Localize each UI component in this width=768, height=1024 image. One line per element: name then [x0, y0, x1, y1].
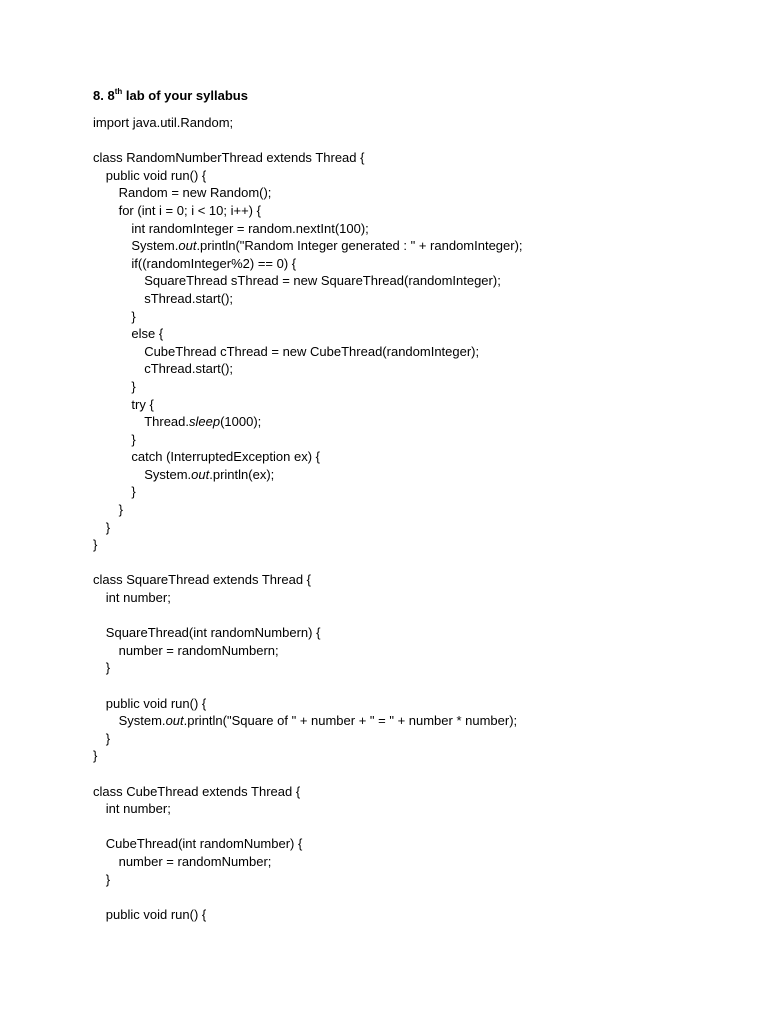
code-token: int number;	[105, 590, 171, 606]
code-token: }	[131, 378, 136, 394]
heading-number: 8.	[93, 88, 108, 103]
code-token: }	[105, 730, 111, 746]
code-line	[93, 114, 523, 132]
code-token: Thread.	[144, 414, 189, 430]
code-token: class CubeThread extends Thread {	[93, 783, 301, 799]
heading-text: lab of your syllabus	[122, 88, 248, 103]
code-token: public void run() {	[105, 695, 207, 711]
code-line	[93, 818, 523, 836]
code-line	[93, 483, 523, 501]
code-token: .println("Random Integer generated : " + randomInteger);	[196, 238, 523, 254]
code-token: System.	[131, 238, 179, 254]
code-token: int number;	[105, 801, 171, 817]
code-token: }	[93, 537, 98, 553]
code-token: public void run() {	[105, 167, 207, 183]
code-line	[93, 272, 523, 290]
code-line	[93, 607, 523, 625]
code-line	[93, 501, 523, 519]
code-line	[93, 308, 523, 326]
code-token: sThread.start();	[144, 290, 234, 306]
code-token: CubeThread cThread = new CubeThread(randomInteger);	[144, 343, 480, 359]
code-token: }	[105, 871, 111, 887]
code-line	[93, 290, 523, 308]
code-token: }	[118, 502, 123, 518]
code-token: }	[105, 519, 111, 535]
code-token: else {	[131, 326, 164, 342]
code-token: class SquareThread extends Thread {	[93, 572, 312, 588]
code-token: cThread.start();	[144, 361, 234, 377]
code-token: if((randomInteger%2) == 0) {	[131, 255, 297, 271]
code-token: class RandomNumberThread extends Thread {	[93, 150, 365, 166]
code-token: int randomInteger = random.nextInt(100);	[131, 220, 369, 236]
code-line	[93, 184, 523, 202]
code-line	[93, 712, 523, 730]
code-token: try {	[131, 396, 154, 412]
code-line	[93, 343, 523, 361]
code-token: }	[131, 431, 136, 447]
code-line	[93, 466, 523, 484]
code-line	[93, 237, 523, 255]
code-token: public void run() {	[105, 906, 207, 922]
code-token: }	[105, 660, 111, 676]
code-token: }	[93, 748, 98, 764]
code-token: .println(ex);	[209, 466, 275, 482]
code-token: out	[165, 713, 184, 729]
code-line	[93, 431, 523, 449]
heading-ordinal: 8	[107, 88, 115, 103]
code-line	[93, 149, 523, 167]
code-token: .println("Square of " + number + " = " + number * number);	[183, 713, 518, 729]
code-line	[93, 677, 523, 695]
code-line	[93, 220, 523, 238]
code-token: }	[131, 484, 136, 500]
code-line	[93, 624, 523, 642]
code-token: Random = new Random();	[118, 185, 272, 201]
code-token: SquareThread sThread = new SquareThread(randomInteger);	[144, 273, 501, 289]
code-token: catch (InterruptedException ex) {	[131, 449, 320, 465]
code-token: (1000);	[220, 414, 262, 430]
code-line	[93, 571, 523, 589]
code-line	[93, 800, 523, 818]
code-token: number = randomNumbern;	[118, 642, 279, 658]
code-token: number = randomNumber;	[118, 853, 272, 869]
code-token: out	[178, 238, 197, 254]
code-line	[93, 589, 523, 607]
code-line	[93, 396, 523, 414]
code-line	[93, 695, 523, 713]
code-line	[93, 360, 523, 378]
code-line	[93, 536, 523, 554]
code-token: import java.util.Random;	[93, 115, 234, 130]
code-line	[93, 132, 523, 150]
section-heading	[93, 87, 248, 104]
code-token: System.	[118, 713, 166, 729]
code-line	[93, 519, 523, 537]
code-token: out	[191, 466, 210, 482]
code-line	[93, 747, 523, 765]
code-token: SquareThread(int randomNumbern) {	[105, 625, 321, 641]
code-token: }	[131, 308, 136, 324]
code-line	[93, 325, 523, 343]
code-line	[93, 835, 523, 853]
code-line	[93, 554, 523, 572]
code-line	[93, 167, 523, 185]
code-token: CubeThread(int randomNumber) {	[105, 836, 303, 852]
code-line	[93, 906, 523, 924]
code-token: System.	[144, 466, 192, 482]
code-line	[93, 378, 523, 396]
code-line	[93, 413, 523, 431]
code-line	[93, 853, 523, 871]
code-line	[93, 255, 523, 273]
code-line	[93, 730, 523, 748]
code-line	[93, 871, 523, 889]
code-line	[93, 642, 523, 660]
code-token: sleep	[189, 414, 221, 430]
code-line	[93, 783, 523, 801]
code-token: for (int i = 0; i < 10; i++) {	[118, 202, 261, 218]
code-listing	[93, 114, 523, 923]
code-line	[93, 202, 523, 220]
code-line	[93, 659, 523, 677]
code-line	[93, 765, 523, 783]
code-line	[93, 888, 523, 906]
code-line	[93, 448, 523, 466]
heading-ordinal-suffix: th	[114, 86, 123, 96]
